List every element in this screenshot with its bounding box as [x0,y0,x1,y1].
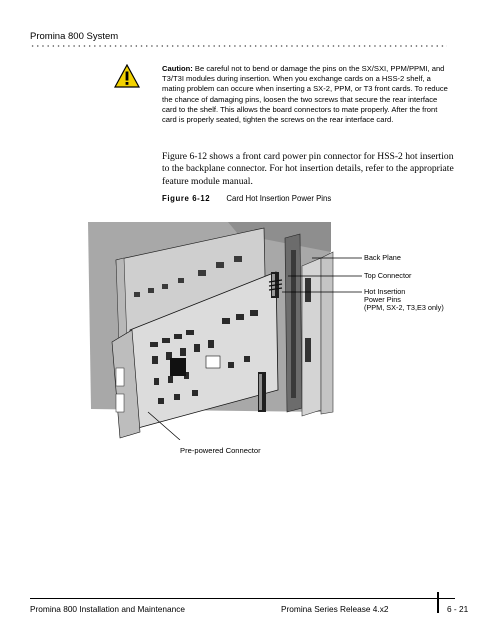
header-dotted-rule [30,45,447,47]
body-paragraph: Figure 6-12 shows a front card power pin connector for HSS-2 hot insertion to the backplane connector. For hot insertion details, refer to the appropriate feature module manual. [162,151,454,187]
warning-icon [114,64,140,88]
caution-note [162,64,452,125]
card-hot-insertion-illustration [88,222,468,440]
power-pins-line: Power Pins [364,295,401,305]
footer-release: Promina Series Release 4.x2 [281,604,389,614]
footer-manual-title: Promina 800 Installation and Maintenance [30,604,185,614]
hot-insertion-power-pins-callout [364,288,444,313]
top-connector-callout: Top Connector [364,271,412,280]
figure-caption [162,194,331,203]
footer-rule [30,598,455,599]
back-plane-callout: Back Plane [364,253,401,262]
footer-vertical-bar [437,592,439,613]
caution-label: Caution: [162,64,193,73]
pre-powered-connector-callout: Pre-powered Connector [180,446,261,455]
power-pins-models-line: (PPM, SX-2, T3,E3 only) [364,303,444,313]
figure-number: Figure 6-12 [162,194,211,203]
page-number: 6 - 21 [447,604,469,614]
running-header: Promina 800 System [30,31,119,42]
figure-title: Card Hot Insertion Power Pins [226,194,332,203]
hot-insertion-line: Hot Insertion [364,287,406,296]
caution-text: Be careful not to bend or damage the pins on the SX/SXI, PPM/PPMI, and T3/T3I modules during insertion. When you exchange cards on a HSS-2 shelf, a mating problem can occure when inserting a SX-2, PPM, or T3 front cards. To reduce the chance of damaging pins, loosen the two screws that secure the rear interface card to the shelf. This allows the board connectors to mate properly. After the front card is properly seated, tighten the screws on the rear interface card. [162,64,448,125]
